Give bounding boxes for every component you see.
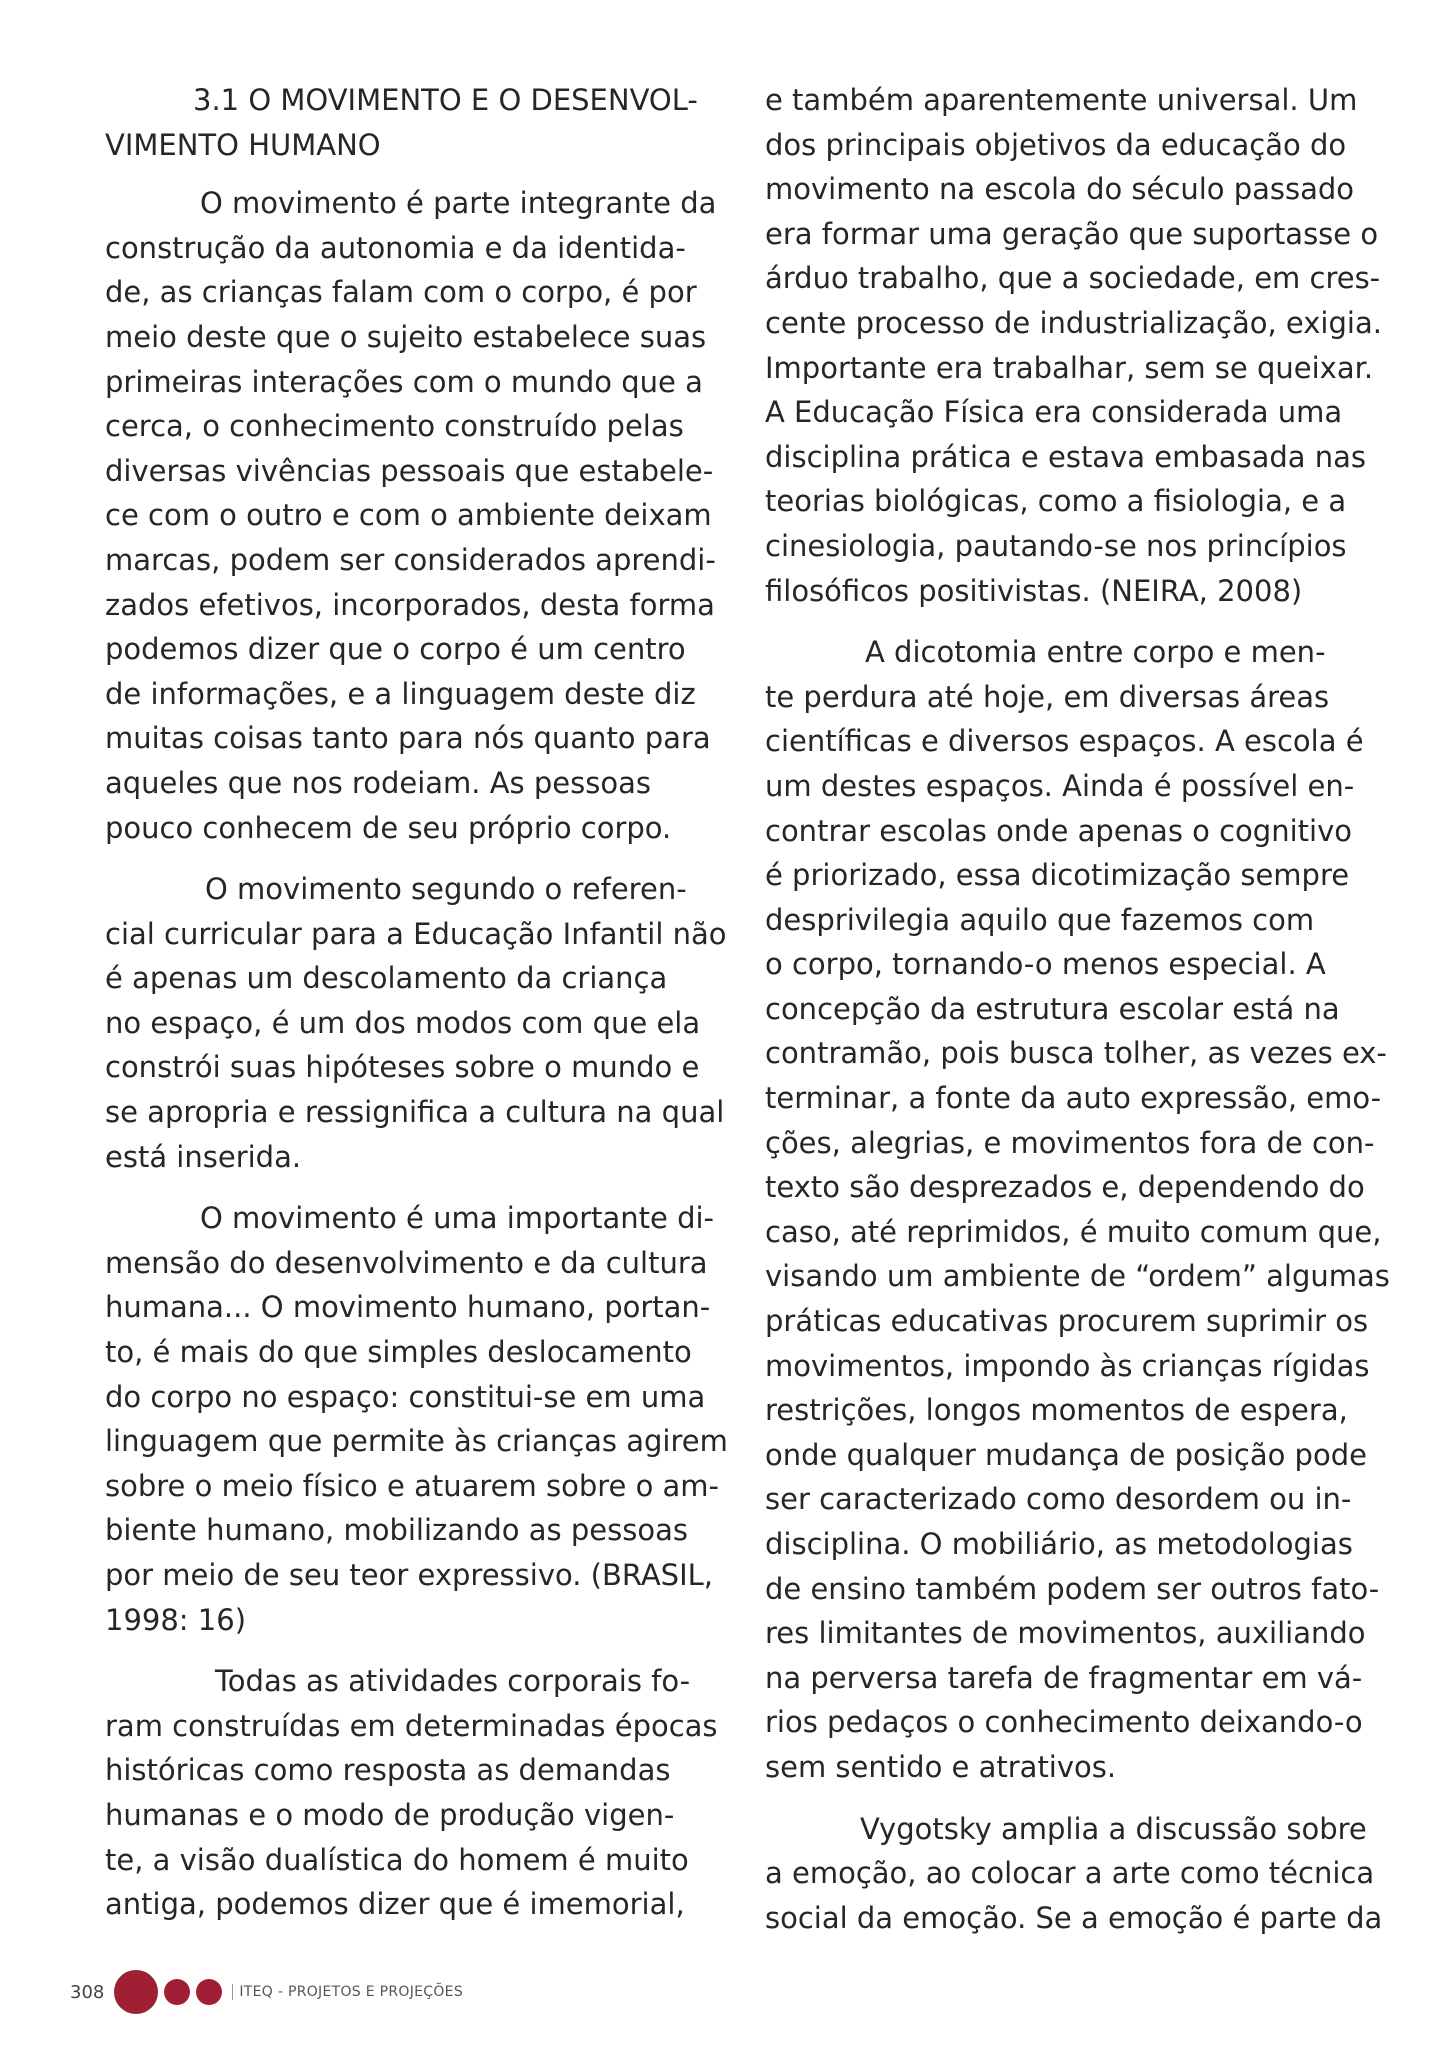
text-line: restrições, longos momentos de espera, [765, 1393, 1348, 1428]
text-line: social da emoção. Se a emoção é parte da [765, 1900, 1383, 1935]
text-line: é priorizado, essa dicotimização sempre [765, 858, 1350, 893]
text-line: visando um ambiente de “ordem” algumas [765, 1259, 1390, 1294]
text-line: construção da autonomia e da identida- [105, 230, 686, 265]
text-line: antiga, podemos dizer que é imemorial, [105, 1887, 685, 1922]
paragraph [105, 1659, 718, 1927]
text-line: um destes espaços. Ainda é possível en- [765, 768, 1355, 803]
page-number: 308 [70, 1981, 105, 2003]
text-line: Importante era trabalhar, sem se queixar. [765, 350, 1374, 385]
text-line: cial curricular para a Educação Infantil não [105, 916, 727, 951]
text-line: meio deste que o sujeito estabelece suas [105, 319, 707, 354]
text-line: A Educação Física era considerada uma [765, 395, 1343, 430]
text-line: caso, até reprimidos, é muito comum que, [765, 1214, 1382, 1249]
text-line: mensão do desenvolvimento e da cultura [105, 1245, 708, 1280]
text-line: Todas as atividades corporais fo- [215, 1664, 691, 1699]
text-line: ce com o outro e com o ambiente deixam [105, 498, 712, 533]
text-line: humana... O movimento humano, portan- [105, 1290, 711, 1325]
text-line: científicas e diversos espaços. A escola é [765, 724, 1364, 759]
text-line: zados efetivos, incorporados, desta forma [105, 587, 715, 622]
text-line: O movimento é uma importante di- [200, 1201, 714, 1236]
text-line: árduo trabalho, que a sociedade, em cres- [765, 261, 1381, 296]
text-line: históricas como resposta as demandas [105, 1753, 671, 1788]
text-line: filosóficos positivistas. (NEIRA, 2008) [765, 573, 1303, 608]
text-line: linguagem que permite às crianças agirem [105, 1424, 728, 1459]
text-line: res limitantes de movimentos, auxiliando [765, 1616, 1366, 1651]
text-line: 1998: 16) [105, 1602, 247, 1637]
text-line: práticas educativas procurem suprimir os [765, 1304, 1369, 1339]
text-line: disciplina prática e estava embasada nas [765, 439, 1367, 474]
text-line: podemos dizer que o corpo é um centro [105, 632, 686, 667]
footer-dot-icon [114, 1970, 158, 2014]
text-line: contrar escolas onde apenas o cognitivo [765, 813, 1352, 848]
text-line: disciplina. O mobiliário, as metodologias [765, 1527, 1353, 1561]
text-line: ram construídas em determinadas épocas [105, 1708, 718, 1743]
text-line: de informações, e a linguagem deste diz [105, 676, 696, 711]
text-line: constrói suas hipóteses sobre o mundo e [105, 1050, 700, 1085]
text-line: de ensino também podem ser outros fato- [765, 1571, 1380, 1606]
text-line: na perversa tarefa de fragmentar em vá- [765, 1660, 1363, 1695]
text-line: A dicotomia entre corpo e men- [865, 635, 1326, 670]
text-line: ser caracterizado como desordem ou in- [765, 1482, 1352, 1517]
text-line: marcas, podem ser considerados aprendi- [105, 542, 716, 577]
text-line: contramão, pois busca tolher, as vezes ex- [765, 1036, 1387, 1071]
paragraph [765, 630, 1390, 1789]
text-line: concepção da estrutura escolar está na [765, 991, 1340, 1026]
text-line: rios pedaços o conhecimento deixando-o [765, 1705, 1363, 1740]
paragraph [105, 867, 727, 1179]
text-line: pouco conhecem de seu próprio corpo. [105, 810, 672, 845]
text-line: texto são desprezados e, dependendo do [765, 1170, 1365, 1205]
text-line: VIMENTO HUMANO [105, 127, 381, 162]
text-line: Vygotsky amplia a discussão sobre [860, 1811, 1367, 1846]
text-line: sem sentido e atrativos. [765, 1749, 1117, 1784]
text-line: muitas coisas tanto para nós quanto para [105, 721, 711, 756]
text-line: to, é mais do que simples deslocamento [105, 1335, 692, 1370]
text-line: te, a visão dualística do homem é muito [105, 1842, 689, 1877]
text-line: biente humano, mobilizando as pessoas [105, 1513, 688, 1548]
paragraph [105, 181, 717, 850]
text-line: e também aparentemente universal. Um [765, 83, 1358, 117]
text-line: te perdura até hoje, em diversas áreas [765, 679, 1330, 714]
text-line: por meio de seu teor expressivo. (BRASIL, [105, 1558, 714, 1592]
footer-dot-icon [164, 1979, 190, 2005]
text-line: era formar uma geração que suportasse o [765, 216, 1379, 251]
section-heading [105, 78, 705, 167]
text-line: cente processo de industrialização, exigia. [765, 305, 1382, 340]
text-line: está inserida. [105, 1139, 302, 1174]
text-line: ções, alegrias, e movimentos fora de con- [765, 1125, 1375, 1160]
text-line: 3.1 O MOVIMENTO E O DESENVOL- [193, 83, 698, 117]
text-line: onde qualquer mudança de posição pode [765, 1437, 1367, 1472]
text-line: cerca, o conhecimento construído pelas [105, 409, 684, 444]
text-line: aqueles que nos rodeiam. As pessoas [105, 765, 651, 800]
text-line: no espaço, é um dos modos com que ela [105, 1005, 701, 1040]
page-footer [70, 1968, 463, 2016]
paragraph [765, 78, 1382, 613]
text-line: primeiras interações com o mundo que a [105, 364, 703, 399]
text-line: O movimento segundo o referen- [205, 872, 687, 907]
text-line: movimento na escola do século passado [765, 172, 1355, 207]
right-column [765, 78, 1390, 1957]
text-line: a emoção, ao colocar a arte como técnica [765, 1856, 1375, 1891]
text-line: O movimento é parte integrante da [200, 186, 717, 221]
text-line: movimentos, impondo às crianças rígidas [765, 1348, 1370, 1383]
text-line: do corpo no espaço: constitui-se em uma [105, 1379, 706, 1414]
text-line: sobre o meio físico e atuarem sobre o am- [105, 1468, 720, 1503]
paragraph [765, 1807, 1383, 1941]
left-column [105, 78, 728, 1944]
text-line: cinesiologia, pautando-se nos princípios [765, 528, 1347, 563]
text-line: teorias biológicas, como a fisiologia, e a [765, 484, 1347, 519]
text-line: diversas vivências pessoais que estabele- [105, 453, 714, 488]
text-line: terminar, a fonte da auto expressão, emo- [765, 1081, 1382, 1116]
text-line: dos principais objetivos da educação do [765, 127, 1347, 162]
text-line: desprivilegia aquilo que fazemos com [765, 902, 1315, 937]
text-line: humanas e o modo de produção vigen- [105, 1797, 675, 1832]
text-line: se apropria e ressignifica a cultura na qual [105, 1095, 725, 1130]
footer-dot-icon [196, 1979, 222, 2005]
text-line: é apenas um descolamento da criança [105, 961, 668, 996]
quote-paragraph [105, 1196, 728, 1642]
text-line: o corpo, tornando-o menos especial. A [765, 947, 1326, 982]
publication-label: ITEQ - PROJETOS E PROJEÇÕES [232, 1984, 463, 2000]
text-line: de, as crianças falam com o corpo, é por [105, 275, 697, 310]
